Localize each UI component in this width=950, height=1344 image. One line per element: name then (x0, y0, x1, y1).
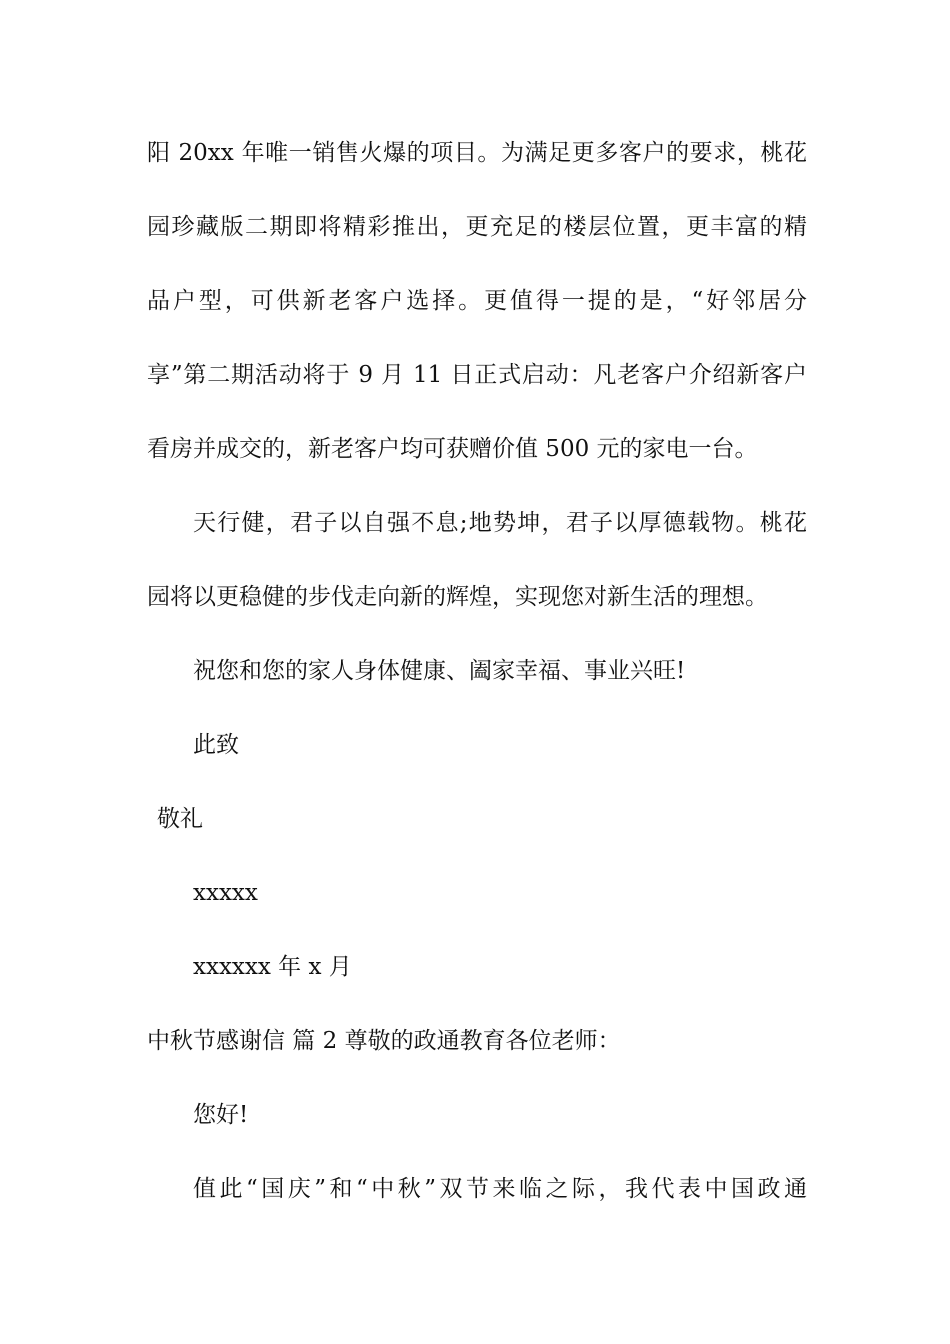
signature-date: xxxxxx 年 x 月 (193, 954, 352, 980)
body-line-7: 园将以更稳健的步伐走向新的辉煌，实现您对新生活的理想。 (147, 584, 768, 610)
body-line-1: 阳 20xx 年唯一销售火爆的项目。为满足更多客户的要求，桃花 (147, 140, 807, 166)
body-line-5: 看房并成交的，新老客户均可获赠价值 500 元的家电一台。 (147, 436, 758, 462)
section-heading: 中秋节感谢信 篇 2 尊敬的政通教育各位老师： (147, 1028, 621, 1054)
closing-wish: 祝您和您的家人身体健康、阖家幸福、事业兴旺! (193, 658, 686, 684)
body-line-4: 享”第二期活动将于 9 月 11 日正式启动：凡老客户介绍新客户 (147, 362, 807, 388)
signature-name: xxxxx (193, 880, 258, 906)
body-line-6: 天行健，君子以自强不息;地势坤，君子以厚德载物。桃花 (193, 510, 807, 536)
closing-cizhi: 此致 (193, 732, 239, 758)
body-line-2: 园珍藏版二期即将精彩推出，更充足的楼层位置，更丰富的精 (147, 214, 807, 240)
closing-jingli: 敬礼 (157, 806, 203, 832)
body-line-3: 品户型，可供新老客户选择。更值得一提的是，“好邻居分 (147, 288, 807, 314)
greeting: 您好! (193, 1102, 249, 1128)
body-line-last: 值此“国庆”和“中秋”双节来临之际，我代表中国政通 (193, 1176, 807, 1202)
